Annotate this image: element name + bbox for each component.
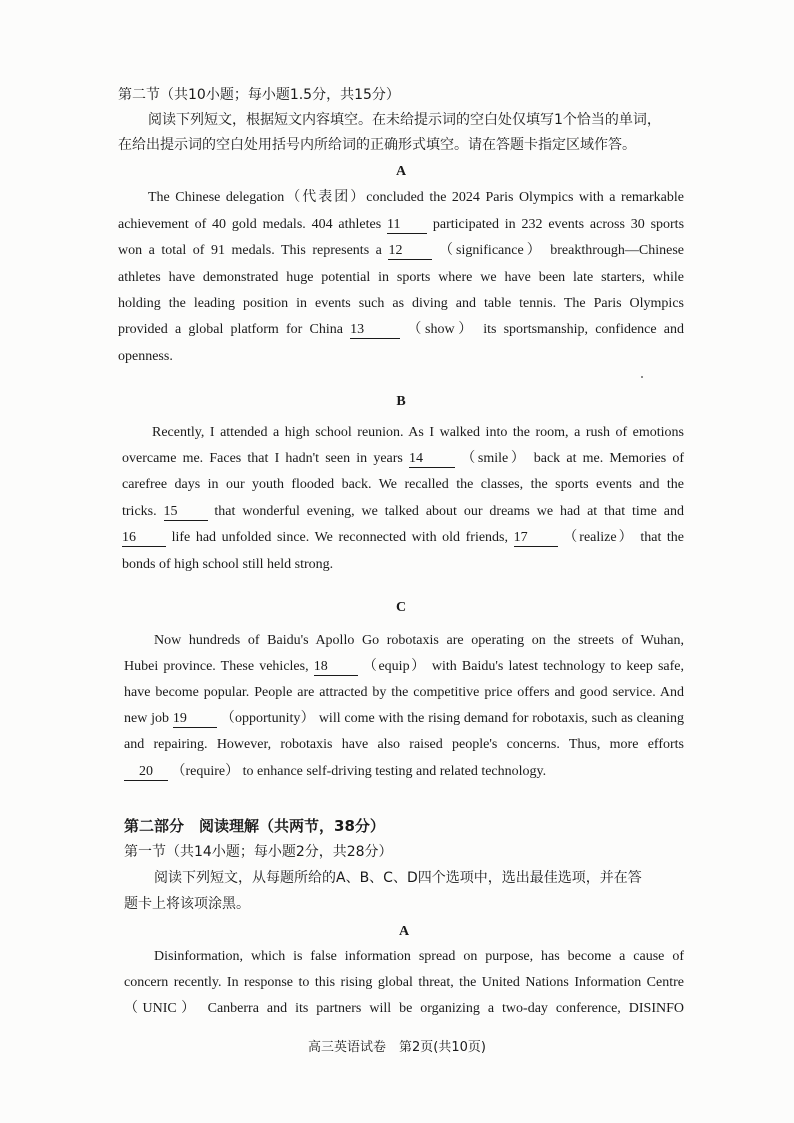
answer-blank: 17: [514, 530, 558, 547]
passage-line: provided a global platform for China 13 （show） its sportsmanship, confidence and: [118, 322, 685, 337]
passage-line: 20 （require） to enhance self-driving testing and related technology.: [124, 762, 546, 782]
section-heading: 第二节（共10小题；每小题1.5分，共15分）: [118, 87, 400, 103]
passage-line: achievement of 40 gold medals. 404 athletes 11 participated in 232 events across 30 sports: [118, 217, 685, 232]
passage-line: Recently, I attended a high school reunion. As I walked into the room, a rush of emotions: [152, 425, 684, 440]
passage-line: carefree days in our youth flooded back. We recalled the classes, the sports events and the: [122, 477, 684, 492]
answer-blank: 20: [124, 764, 168, 781]
answer-blank: 14: [409, 451, 455, 468]
passage-line: overcame me. Faces that I hadn't seen in years 14 （smile） back at me. Memories of: [122, 451, 685, 466]
passage-line: Hubei province. These vehicles, 18 （equip） with Baidu's latest technology to keep safe,: [124, 659, 685, 674]
stray-mark: [641, 376, 643, 378]
passage-line: tricks. 15 that wonderful evening, we talked about our dreams we had at that time and: [122, 504, 684, 519]
answer-blank: 13: [350, 322, 400, 339]
passage-line: Now hundreds of Baidu's Apollo Go robotaxis are operating on the streets of Wuhan,: [154, 633, 684, 648]
passage-line: openness.: [118, 349, 173, 364]
passage-line: Disinformation, which is false information spread on purpose, has become a cause of: [154, 949, 684, 964]
passage-line: and repairing. However, robotaxis have also raised people's concerns. Thus, more efforts: [124, 737, 684, 752]
passage-line: concern recently. In response to this rising global threat, the United Nations Information Centre: [124, 975, 684, 990]
part-heading: 第二部分 阅读理解（共两节，38分）: [124, 817, 385, 835]
answer-blank: 12: [388, 243, 432, 260]
page-footer: 高三英语试卷 第2页(共10页): [308, 1040, 486, 1055]
instruction-line: 在给出提示词的空白处用括号内所给词的正确形式填空。请在答题卡指定区域作答。: [118, 137, 636, 153]
passage-line: won a total of 91 medals. This represents a 12 （significance） breakthrough—Chinese: [118, 243, 685, 258]
section-heading: 第一节（共14小题；每小题2分，共28分）: [124, 844, 393, 860]
passage-label: A: [395, 164, 407, 179]
passage-line: have become popular. People are attracted by the competitive price offers and good service. And: [124, 685, 684, 700]
passage-line: holding the leading position in events such as diving and table tennis. The Paris Olympics: [118, 296, 684, 311]
passage-line: The Chinese delegation（代表团）concluded the 2024 Paris Olympics with a remarkable: [148, 190, 684, 205]
instruction-line: 阅读下列短文，根据短文内容填空。在未给提示词的空白处仅填写1个恰当的单词，: [148, 112, 661, 128]
passage-label: A: [398, 924, 410, 939]
passage-label: B: [396, 394, 406, 409]
instruction-line: 题卡上将该项涂黑。: [124, 896, 250, 912]
passage-line: athletes have demonstrated huge potential in sports where we have been late starters, while: [118, 270, 684, 285]
answer-blank: 16: [122, 530, 166, 547]
passage-line: new job 19 （opportunity） will come with the rising demand for robotaxis, such as cleaning: [124, 711, 685, 726]
passage-line: 16 life had unfolded since. We reconnected with old friends, 17 （realize） that the: [122, 530, 685, 545]
passage-label: C: [395, 600, 407, 615]
passage-line: （UNIC） Canberra and its partners will be organizing a two-day conference, DISINFO: [124, 1001, 684, 1016]
answer-blank: 11: [387, 217, 427, 234]
passage-line: bonds of high school still held strong.: [122, 557, 334, 572]
answer-blank: 19: [173, 711, 217, 728]
answer-blank: 18: [314, 659, 358, 676]
answer-blank: 15: [164, 504, 208, 521]
instruction-line: 阅读下列短文，从每题所给的A、B、C、D四个选项中，选出最佳选项，并在答: [154, 870, 642, 886]
